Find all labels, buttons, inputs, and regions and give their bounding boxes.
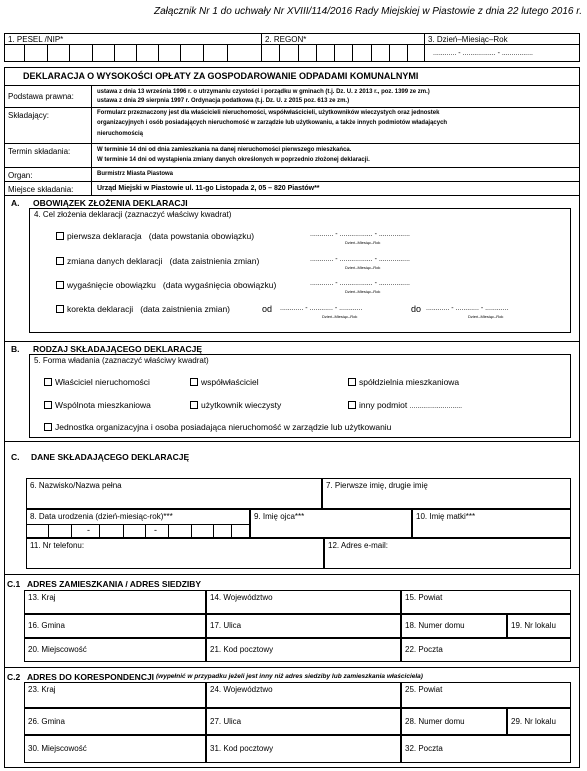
correspondence-street-field[interactable]: 27. Ulica — [206, 708, 401, 735]
checkbox-perpetual-user[interactable] — [190, 401, 198, 409]
residence-flat-number-field[interactable]: 19. Nr lokalu — [507, 614, 571, 638]
correspondence-postal-code-field[interactable]: 31. Kod pocztowy — [206, 735, 401, 763]
birth-date-field[interactable]: 8. Data urodzenia (dzień-miesiąc-rok)*** - - — [26, 509, 250, 538]
section-c1 — [4, 575, 580, 668]
checkbox-cooperative[interactable] — [348, 378, 356, 386]
section-b — [4, 342, 580, 442]
info-table — [4, 85, 580, 196]
correspondence-county-field[interactable]: 25. Powiat — [401, 682, 571, 708]
correspondence-municipality-field[interactable]: 26. Gmina — [24, 708, 206, 735]
option-first-declaration[interactable]: pierwsza deklaracja (data powstania obowiązku) — [56, 231, 254, 241]
info-value-place: Urząd Miejski w Piastowie ul. 11-go Listopada 2, 05 – 820 Piastów** — [97, 185, 320, 192]
section-c — [4, 442, 580, 575]
option-organizational-unit[interactable]: Jednostka organizacyjna i osoba posiadająca nieruchomość w zarządzie lub użytkowaniu — [44, 422, 391, 432]
phone-field[interactable]: 11. Nr telefonu: — [26, 538, 324, 569]
correspondence-voivodeship-field[interactable]: 24. Województwo — [206, 682, 401, 708]
correction-to-date[interactable]: ............ - ............ - ............ — [426, 305, 509, 312]
info-value-submitter-1: Formularz przeznaczony jest dla właścicieli nieruchomości, współwłaścicieli, użytkowników wieczystych oraz jednostek — [97, 110, 440, 116]
residence-post-office-field[interactable]: 22. Poczta — [401, 638, 571, 662]
option-perpetual-user[interactable]: użytkownik wieczysty — [190, 400, 281, 410]
option-cooperative[interactable]: spółdzielnia mieszkaniowa — [348, 377, 459, 387]
correction-from-date[interactable]: ............ - ............ - ............ — [280, 305, 363, 312]
correspondence-house-number-field[interactable]: 28. Numer domu — [401, 708, 507, 735]
section-c1-letter: C.1 — [7, 579, 21, 589]
info-label-legal-basis: Podstawa prawna: — [8, 92, 74, 101]
checkbox-owner[interactable] — [44, 378, 52, 386]
top-identifiers — [4, 33, 580, 62]
info-label-authority: Organ: — [8, 171, 33, 180]
checkbox-correction[interactable] — [56, 305, 64, 313]
ownership-field — [29, 354, 571, 438]
checkbox-obligation-expiry[interactable] — [56, 281, 64, 289]
section-c-title: DANE SKŁADAJĄCEGO DEKLARACJĘ — [31, 452, 190, 462]
residence-city-field[interactable]: 20. Miejscowość — [24, 638, 206, 662]
annex-header: Załącznik Nr 1 do uchwały Nr XVIII/114/2016 Rady Miejskiej w Piastowie z dnia 22 lutego 2016 r. — [154, 6, 582, 17]
section-b-letter: B. — [11, 344, 20, 354]
info-value-submitter-2: organizacyjnych i osób posiadających nieruchomość w zarządzie lub użytkowaniu, a także innych podmiotów władających — [97, 120, 448, 126]
checkbox-organizational-unit[interactable] — [44, 423, 52, 431]
pesel-input[interactable] — [5, 44, 261, 62]
checkbox-first-declaration[interactable] — [56, 232, 64, 240]
correction-from-label: od — [262, 304, 273, 314]
purpose-label: 4. Cel złożenia deklaracji (zaznaczyć właściwy kwadrat) — [34, 210, 232, 219]
info-label-submitter: Składający: — [8, 111, 49, 120]
father-name-field[interactable]: 9. Imię ojca*** — [250, 509, 412, 538]
mother-name-field[interactable]: 10. Imię matki*** — [412, 509, 571, 538]
info-value-deadline-2: W terminie 14 dni od wystąpienia zmiany danych określonych w poprzednio złożonej deklaracji. — [97, 157, 370, 163]
ownership-label: 5. Forma władania (zaznaczyć właściwy kwadrat) — [34, 356, 209, 365]
checkbox-other[interactable] — [348, 401, 356, 409]
purpose-field: 4. Cel złożenia deklaracji (zaznaczyć właściwy kwadrat) pierwsza deklaracja (data powstania obowiązku) ............ - ................. - ................ Dzień–Miesiąc–Rok zmiana danych deklaracji (data zaistnienia zmian) ............ - ................. - ................ Dzień–Miesiąc–Rok wygaśnięcie obowiązku (data wygaśnięcia obowiązku) ............ - ................. - ................ Dzień–Miesiąc–Rok korekta deklaracji (data zaistnienia zmian) od ............ - ............ - ............ Dzień–Miesiąc–Rok do ............ - ............ - ............ Dzień–Miesiąc–Rok — [29, 208, 571, 333]
data-change-date[interactable]: ............ - ................. - ................ — [310, 256, 410, 263]
section-a-letter: A. — [11, 198, 20, 208]
info-value-submitter-3: nieruchomością — [97, 131, 144, 137]
residence-street-field[interactable]: 17. Ulica — [206, 614, 401, 638]
section-c2-title: ADRES DO KORESPONDENCJI — [27, 672, 155, 682]
option-other[interactable]: inny podmiot ........................... — [348, 400, 462, 410]
section-a-title: OBOWIĄZEK ZŁOŻENIA DEKLARACJI — [33, 198, 188, 208]
correspondence-flat-number-field[interactable]: 29. Nr lokalu — [507, 708, 571, 735]
info-value-deadline-1: W terminie 14 dni od dnia zamieszkania na danej nieruchomości pierwszego mieszkańca. — [97, 147, 352, 153]
residence-country-field[interactable]: 13. Kraj — [24, 590, 206, 614]
option-correction[interactable]: korekta deklaracji (data zaistnienia zmian) — [56, 304, 230, 314]
residence-voivodeship-field[interactable]: 14. Województwo — [206, 590, 401, 614]
date-input[interactable]: ............ - ................. - ................ — [433, 50, 533, 57]
option-data-change[interactable]: zmiana danych deklaracji (data zaistnienia zmian) — [56, 256, 259, 266]
residence-municipality-field[interactable]: 16. Gmina — [24, 614, 206, 638]
info-value-authority: Burmistrz Miasta Piastowa — [97, 171, 174, 177]
section-c2 — [4, 668, 580, 768]
residence-house-number-field[interactable]: 18. Numer domu — [401, 614, 507, 638]
info-value-legal-basis-1: ustawa z dnia 13 września 1996 r. o utrzymaniu czystości i porządku w gminach (t.j. Dz. U. z 2013 r., poz. 1399 ze zm.) — [97, 89, 430, 95]
date-label: 3. Dzień–Miesiąc–Rok — [428, 35, 508, 44]
info-value-legal-basis-2: ustawa z dnia 29 sierpnia 1997 r. Ordynacja podatkowa (t.j. Dz. U. z 2015 poz. 613 ze zm.) — [97, 98, 350, 104]
correspondence-post-office-field[interactable]: 32. Poczta — [401, 735, 571, 763]
section-b-title: RODZAJ SKŁADAJĄCEGO DEKLARACJĘ — [33, 344, 203, 354]
checkbox-data-change[interactable] — [56, 257, 64, 265]
section-a — [4, 196, 580, 342]
email-field[interactable]: 12. Adres e-mail: — [324, 538, 571, 569]
info-label-deadline: Termin składania: — [8, 147, 71, 156]
declaration-title-box — [4, 67, 580, 85]
regon-label: 2. REGON* — [265, 35, 307, 44]
first-declaration-date[interactable]: ............ - ................. - ................ — [310, 231, 410, 238]
info-label-place: Miejsce składania: — [8, 185, 74, 194]
section-c-letter: C. — [11, 452, 20, 462]
correspondence-country-field[interactable]: 23. Kraj — [24, 682, 206, 708]
surname-field[interactable]: 6. Nazwisko/Nazwa pełna — [26, 478, 322, 509]
checkbox-co-owner[interactable] — [190, 378, 198, 386]
section-c1-title: ADRES ZAMIESZKANIA / ADRES SIEDZIBY — [27, 579, 202, 589]
section-c2-note: (wypełnić w przypadku jeżeli jest inny niż adres siedziby lub zamieszkania właściciela) — [156, 673, 423, 680]
pesel-label: 1. PESEL /NIP* — [8, 35, 64, 44]
section-c2-letter: C.2 — [7, 672, 21, 682]
obligation-expiry-date[interactable]: ............ - ................. - ................ — [310, 280, 410, 287]
residence-county-field[interactable]: 15. Powiat — [401, 590, 571, 614]
regon-input[interactable] — [261, 44, 424, 62]
declaration-title: DEKLARACJA O WYSOKOŚCI OPŁATY ZA GOSPODAROWANIE ODPADAMI KOMUNALNYMI — [23, 71, 419, 81]
option-owner[interactable]: Właściciel nieruchomości — [44, 377, 150, 387]
option-obligation-expiry[interactable]: wygaśnięcie obowiązku (data wygaśnięcia obowiązku) — [56, 280, 276, 290]
option-community[interactable]: Wspólnota mieszkaniowa — [44, 400, 151, 410]
first-names-field[interactable]: 7. Pierwsze imię, drugie imię — [322, 478, 571, 509]
correspondence-city-field[interactable]: 30. Miejscowość — [24, 735, 206, 763]
option-co-owner[interactable]: współwłaściciel — [190, 377, 259, 387]
checkbox-community[interactable] — [44, 401, 52, 409]
correction-to-label: do — [411, 304, 422, 314]
residence-postal-code-field[interactable]: 21. Kod pocztowy — [206, 638, 401, 662]
